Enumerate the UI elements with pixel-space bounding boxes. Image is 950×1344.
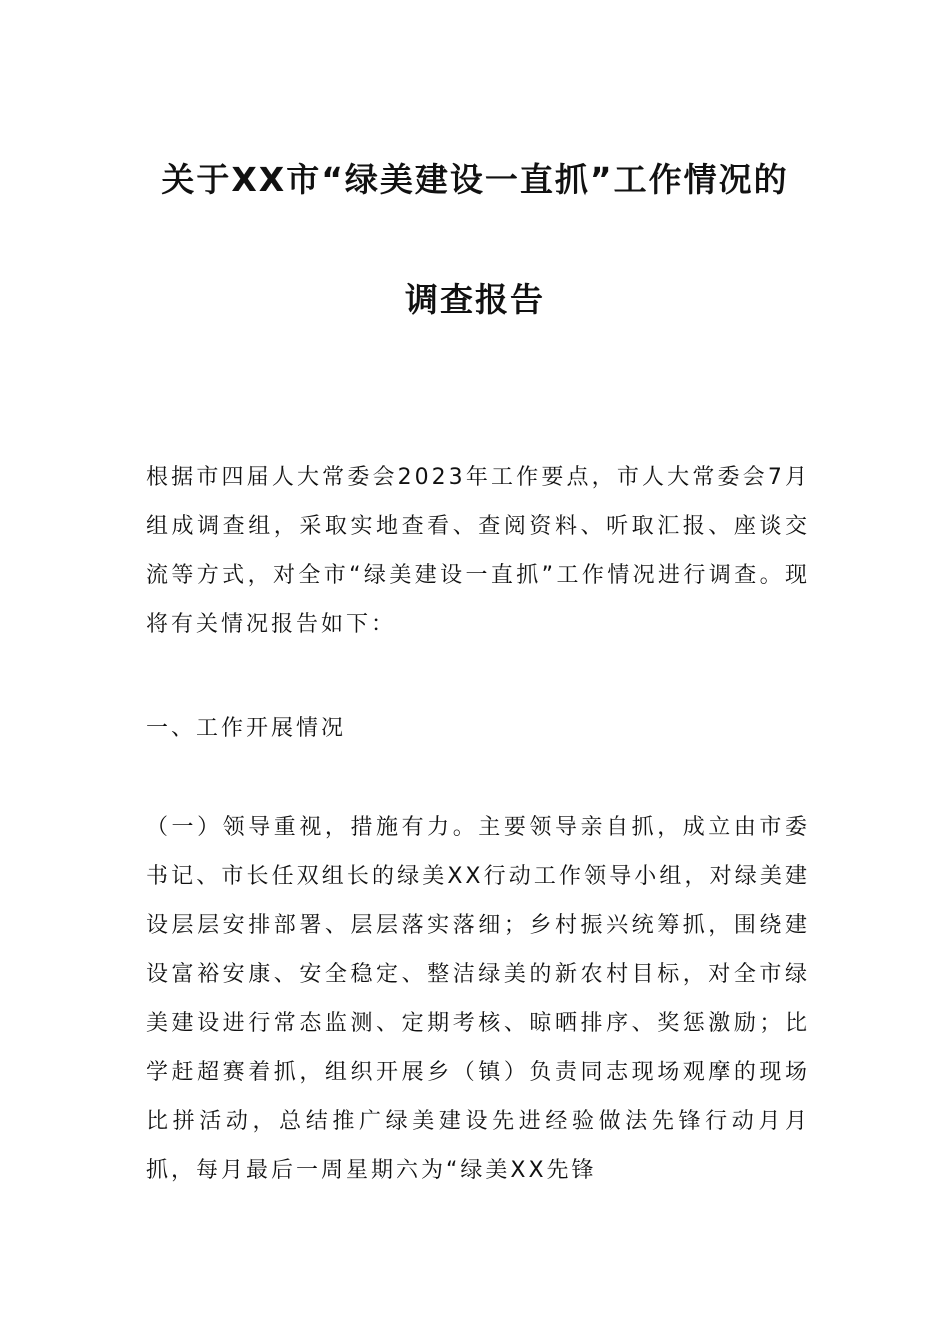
intro-paragraph: 根据市四届人大常委会2023年工作要点，市人大常委会7月组成调查组，采取实地查看、查阅资料、听取汇报、座谈交流等方式，对全市“绿美建设一直抓”工作情况进行调查。现将有关情况报告如下： [146, 465, 810, 637]
document-title-line-1: 关于XX市“绿美建设一直抓”工作情况的 [161, 160, 789, 199]
section-1-paragraph: （一）领导重视，措施有力。主要领导亲自抓，成立由市委书记、市长任双组长的绿美XX行动工作领导小组，对绿美建设层层安排部署、层层落实落细；乡村振兴统筹抓，围绕建设富裕安康、安全稳定、整洁绿美的新农村目标，对全市绿美建设进行常态监测、定期考核、晾晒排序、奖惩激励；比学赶超赛着抓，组织开展乡（镇）负责同志现场观摩的现场比拼活动，总结推广绿美建设先进经验做法先锋行动月月抓，每月最后一周星期六为“绿美XX先锋 [146, 815, 810, 1183]
section-heading: 一、工作开展情况 [146, 716, 347, 741]
document-title-line-2: 调查报告 [405, 280, 545, 319]
